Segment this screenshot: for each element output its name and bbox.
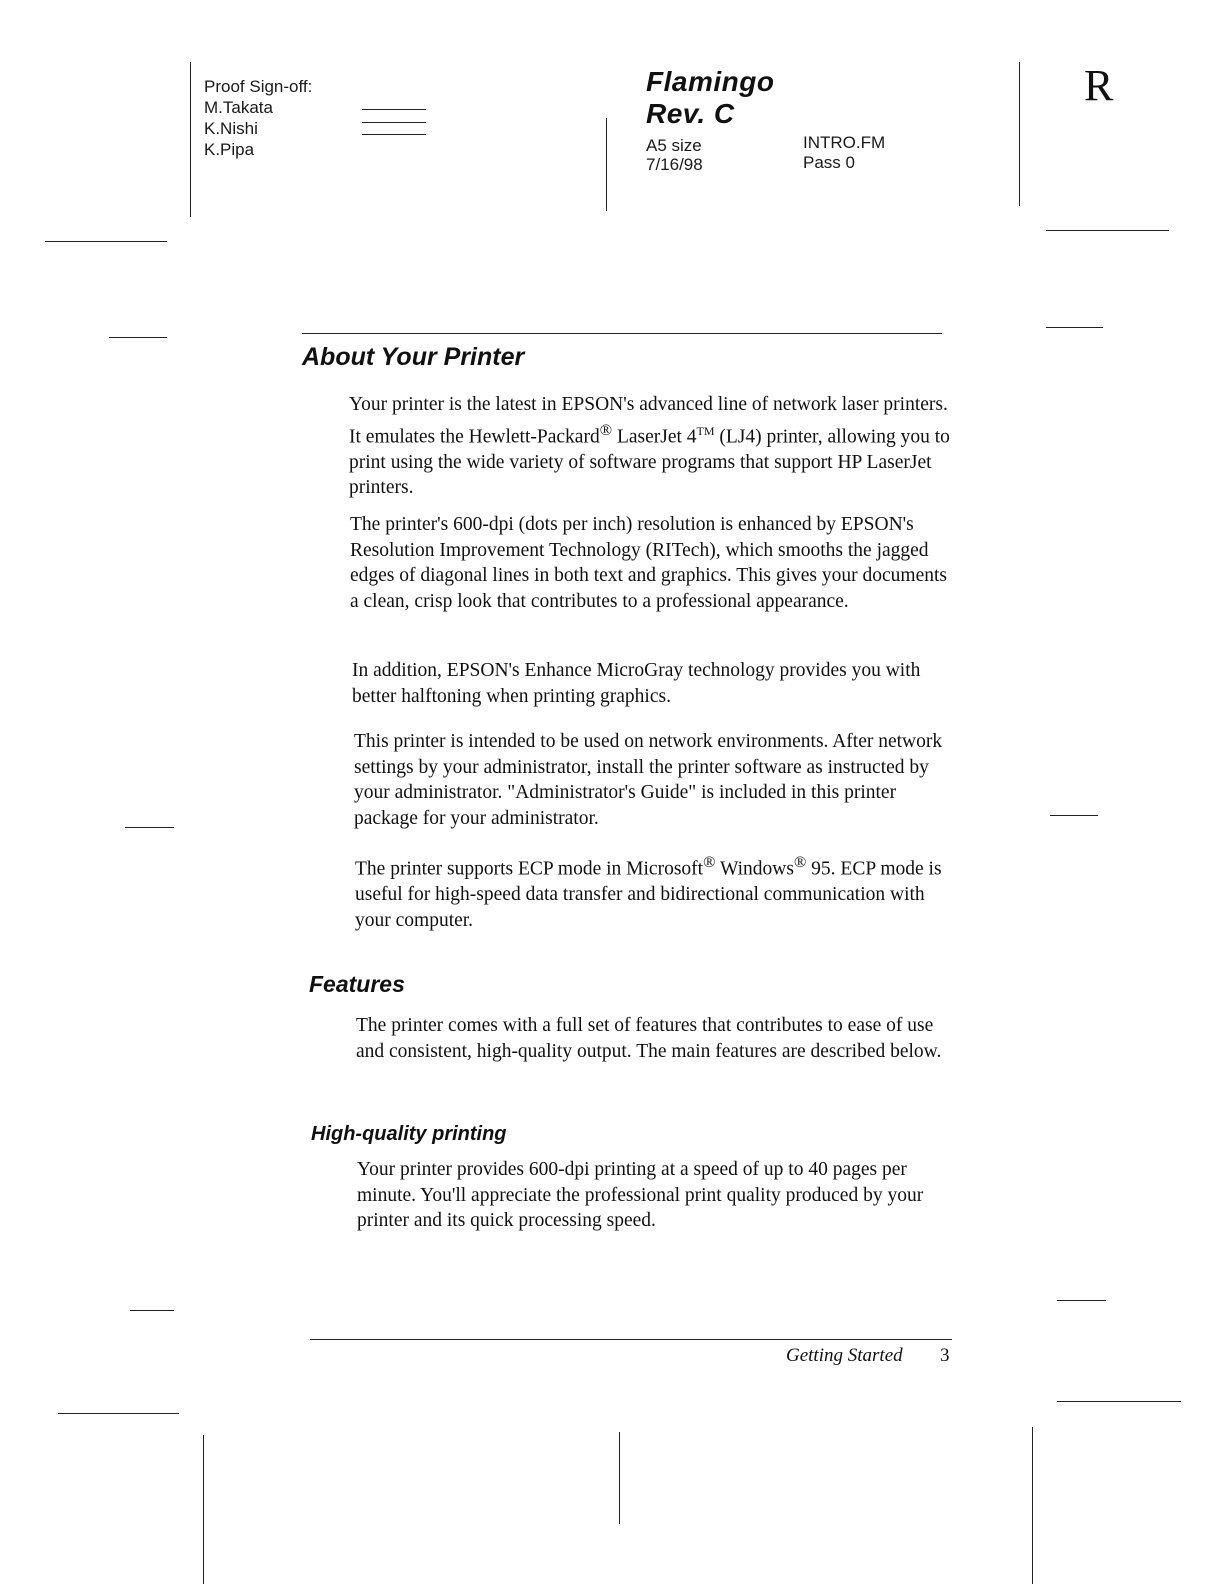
signature-lines [362, 96, 426, 147]
registered-mark: ® [599, 420, 613, 439]
crop-mark-bottom-center-vertical [619, 1432, 620, 1524]
proof-signoff-label: Proof Sign-off: [204, 77, 313, 96]
trademark-mark: TM [696, 423, 715, 438]
features-heading: Features [309, 971, 405, 997]
trim-mark-right [1050, 815, 1098, 816]
project-name: Flamingo [646, 66, 775, 97]
subsection-heading: High-quality printing [311, 1123, 507, 1145]
footer-chapter: Getting Started [786, 1345, 903, 1366]
page-size: A5 size [646, 136, 702, 155]
registered-mark: ® [793, 853, 807, 871]
paragraph-intro: Your printer is the latest in EPSON's advanced line of network laser printers. It emulates the Hewlett-Packard® LaserJet 4™ (LJ4) printer, allowing you to print using the wide variety of software programs that support HP LaserJet printers. [349, 394, 950, 498]
paragraph-ecp: The printer supports ECP mode in Microsoft® Windows® 95. ECP mode is useful for high-speed data transfer and bidirectional communication with your computer. [355, 853, 942, 931]
crop-mark-bottom-right-vertical [1032, 1427, 1033, 1584]
features-intro: The printer comes with a full set of features that contributes to ease of use and consistent, high-quality output. The main features are described below. [356, 1015, 942, 1062]
section-title: About Your Printer [302, 343, 525, 371]
crop-mark-center-vertical [606, 118, 607, 211]
crop-mark-bottom-left [58, 1413, 179, 1414]
section-rule [302, 333, 942, 334]
page-number: 3 [940, 1345, 950, 1366]
proof-signoff-block [204, 76, 312, 160]
crop-mark-top-left [45, 241, 167, 242]
crop-mark-bottom-right [1057, 1401, 1181, 1402]
crop-mark-bottom-left-vertical [203, 1435, 204, 1584]
trim-mark-left [130, 1310, 174, 1311]
paragraph-network: This printer is intended to be used on network environments. After network settings by your administrator, install the printer software as instructed by your administrator. "Administrator's Guide" is included in this printer package for your administrator. [354, 731, 943, 829]
trim-mark-right [1057, 1300, 1106, 1301]
subsection-paragraph: Your printer provides 600-dpi printing at a speed of up to 40 pages per minute. You'll appreciate the professional print quality produced by your printer and its quick processing speed. [357, 1159, 924, 1231]
crop-mark-right-vertical [1019, 62, 1020, 206]
paragraph-microgray: In addition, EPSON's Enhance MicroGray technology provides you with better halftoning when printing graphics. [352, 660, 921, 707]
signature-line [362, 134, 426, 135]
revision: Rev. C [646, 98, 735, 129]
trim-mark-left [125, 827, 174, 828]
revision-date: 7/16/98 [646, 155, 703, 174]
signer-name: K.Nishi [204, 119, 258, 138]
trim-mark-right [1046, 327, 1103, 328]
signature-line [362, 109, 426, 110]
crop-mark-top-right [1046, 230, 1169, 231]
paragraph-resolution: The printer's 600-dpi (dots per inch) resolution is enhanced by EPSON's Resolution Improvement Technology (RITech), which smooths the jagged edges of diagonal lines in both text and graphics. This gives your documents a clean, crisp look that contributes to a professional appearance. [350, 514, 947, 612]
signer-name: M.Takata [204, 98, 273, 117]
footer-rule [310, 1339, 952, 1340]
signature-line [362, 122, 426, 123]
trim-mark-left [109, 337, 167, 338]
crop-mark-left-vertical [190, 62, 191, 217]
pass-number: Pass 0 [803, 153, 855, 172]
registration-mark: R [1084, 61, 1114, 110]
signer-name: K.Pipa [204, 140, 255, 159]
file-name: INTRO.FM [803, 133, 886, 152]
registered-mark: ® [703, 853, 716, 871]
